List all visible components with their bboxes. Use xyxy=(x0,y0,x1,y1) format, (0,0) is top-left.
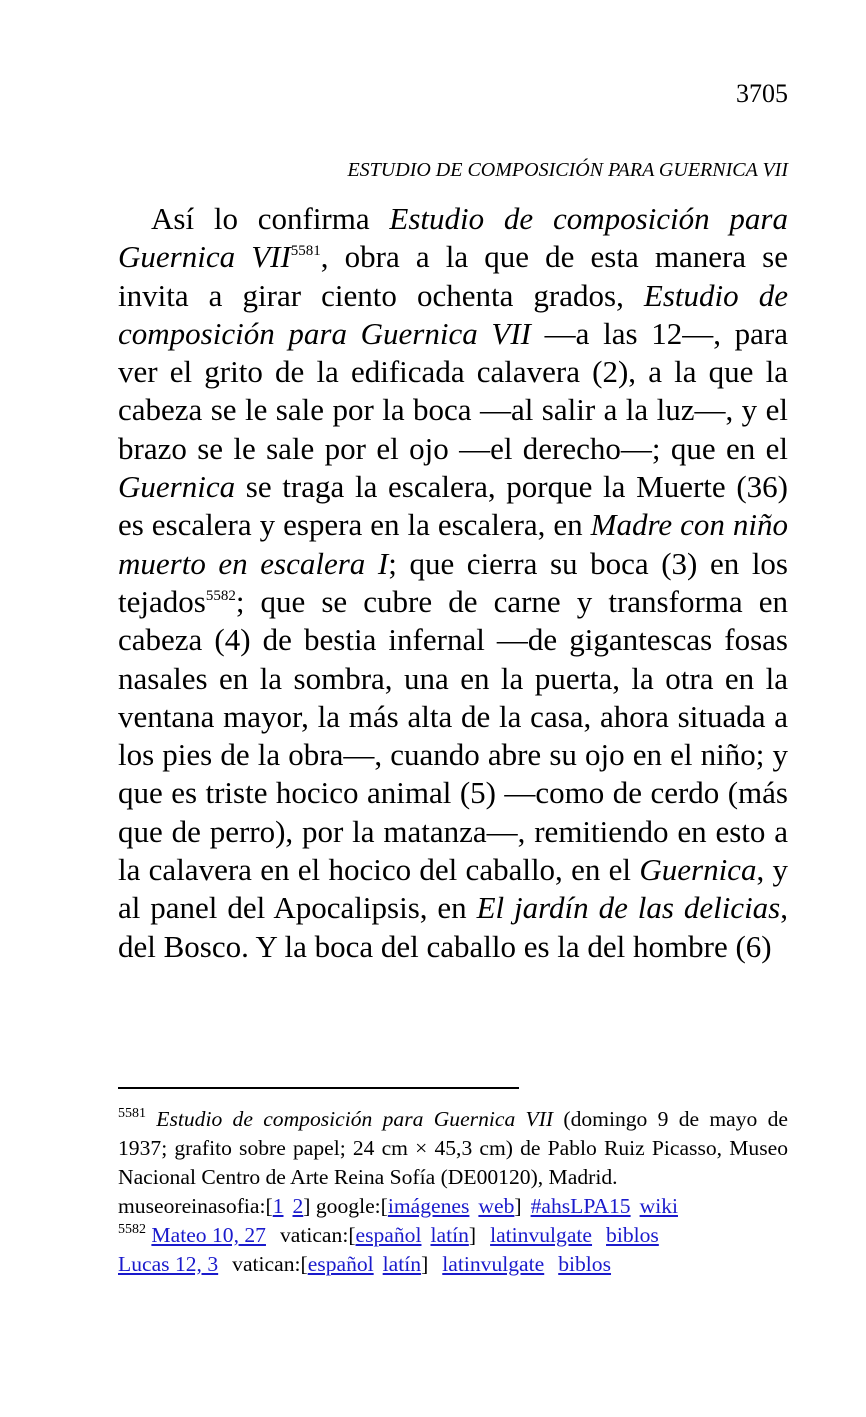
body-text-segment: , obra a la que de esta manera se invita a girar ciento ochenta grados, xyxy=(118,239,788,313)
vatican-label: vatican:[ xyxy=(279,1223,356,1247)
close-bracket: ] xyxy=(421,1252,429,1276)
latinvulgate-link[interactable]: latinvulgate xyxy=(490,1223,593,1247)
close-bracket: ] xyxy=(468,1223,477,1247)
body-text-segment: Así lo confirma xyxy=(151,201,390,236)
vatican-label: vatican:[ xyxy=(232,1252,308,1276)
google-images-link[interactable]: imágenes xyxy=(387,1194,470,1218)
body-text-segment: ; que cierra su boca (3) en los tejados xyxy=(118,545,788,619)
latinvulgate-link[interactable]: latinvulgate xyxy=(442,1252,545,1276)
wiki-link[interactable]: wiki xyxy=(639,1194,678,1218)
footnote-5581 xyxy=(118,1105,788,1192)
footnote-number: 5582 xyxy=(118,1222,146,1237)
museo-link-1[interactable]: 1 xyxy=(272,1194,284,1218)
artwork-title: Estudio de composición para Guernica VII xyxy=(118,277,788,351)
footnote-artwork-title: Estudio de composición para Guernica VII xyxy=(156,1107,554,1131)
body-text-segment: , y al panel del Apocalipsis, en xyxy=(118,852,789,926)
vatican-latin-link[interactable]: latín xyxy=(430,1223,469,1247)
vatican-espanol-link[interactable]: español xyxy=(355,1223,422,1247)
artwork-title: Guernica xyxy=(118,469,236,505)
footnote-5582-line-2 xyxy=(118,1250,788,1279)
body-text-segment: se traga la escalera, porque la Muerte (36) es escalera y espera en la escalera, en xyxy=(118,469,788,543)
lucas-link[interactable]: Lucas 12, 3 xyxy=(118,1252,219,1276)
close-bracket: ] xyxy=(514,1194,522,1218)
vatican-espanol-link[interactable]: español xyxy=(307,1252,374,1276)
footnote-ref-5581: 5581 xyxy=(290,243,321,260)
footnote-text: (domingo 9 de mayo de 1937; grafito sobre papel; 24 cm × 45,3 cm) de Pablo Ruiz Picasso, Museo Nacional Centro de Arte Reina Sofía (DE00120), Madrid. xyxy=(118,1107,788,1189)
body-text-segment: , del Bosco. Y la boca del caballo es la del hombre (6) xyxy=(118,890,788,964)
hashtag-link[interactable]: #ahsLPA15 xyxy=(530,1194,631,1218)
museo-label: museoreinasofia:[ xyxy=(118,1194,273,1218)
running-header: ESTUDIO DE COMPOSICIÓN PARA GUERNICA VII xyxy=(347,159,788,181)
google-web-link[interactable]: web xyxy=(478,1194,515,1218)
artwork-title: Guernica xyxy=(639,852,757,888)
artwork-title: Estudio de composición para Guernica VII xyxy=(118,201,788,275)
body-paragraph xyxy=(118,200,788,966)
footnote-5581-links xyxy=(118,1192,788,1221)
artwork-title: Madre con niño muerto en escalera I xyxy=(118,507,788,581)
footnote-number: 5581 xyxy=(118,1106,146,1121)
google-label: ] google:[ xyxy=(303,1194,388,1218)
footnote-5582-line-1 xyxy=(118,1221,788,1250)
biblos-link[interactable]: biblos xyxy=(558,1252,612,1276)
footnotes xyxy=(118,1105,788,1279)
mateo-link[interactable]: Mateo 10, 27 xyxy=(151,1223,266,1247)
body-text-segment: ; que se cubre de carne y transforma en cabeza (4) de bestia infernal —de gigantescas fosas nasales en la sombra, una en la puerta, la otra en la ventana mayor, la más alta de la casa, ahora situada a los pies de la obra—, cuando abre su ojo en el niño; y que es triste hocico animal (5) —como de cerdo (más que de perro), por la matanza—, remitiendo en esto a la calavera en el hocico del caballo, en el xyxy=(118,583,788,888)
footnote-divider xyxy=(118,1087,519,1089)
body-text-segment: —a las 12—, para ver el grito de la edificada calavera (2), a la que la cabeza se le sale por la boca —al salir a la luz—, y el brazo se le sale por el ojo —el derecho—; que en el xyxy=(118,315,788,466)
footnote-ref-5582: 5582 xyxy=(205,587,236,604)
artwork-title: El jardín de las delicias xyxy=(476,890,781,926)
museo-link-2[interactable]: 2 xyxy=(292,1194,304,1218)
biblos-link[interactable]: biblos xyxy=(606,1223,659,1247)
vatican-latin-link[interactable]: latín xyxy=(382,1252,422,1276)
page-number: 3705 xyxy=(736,79,788,108)
